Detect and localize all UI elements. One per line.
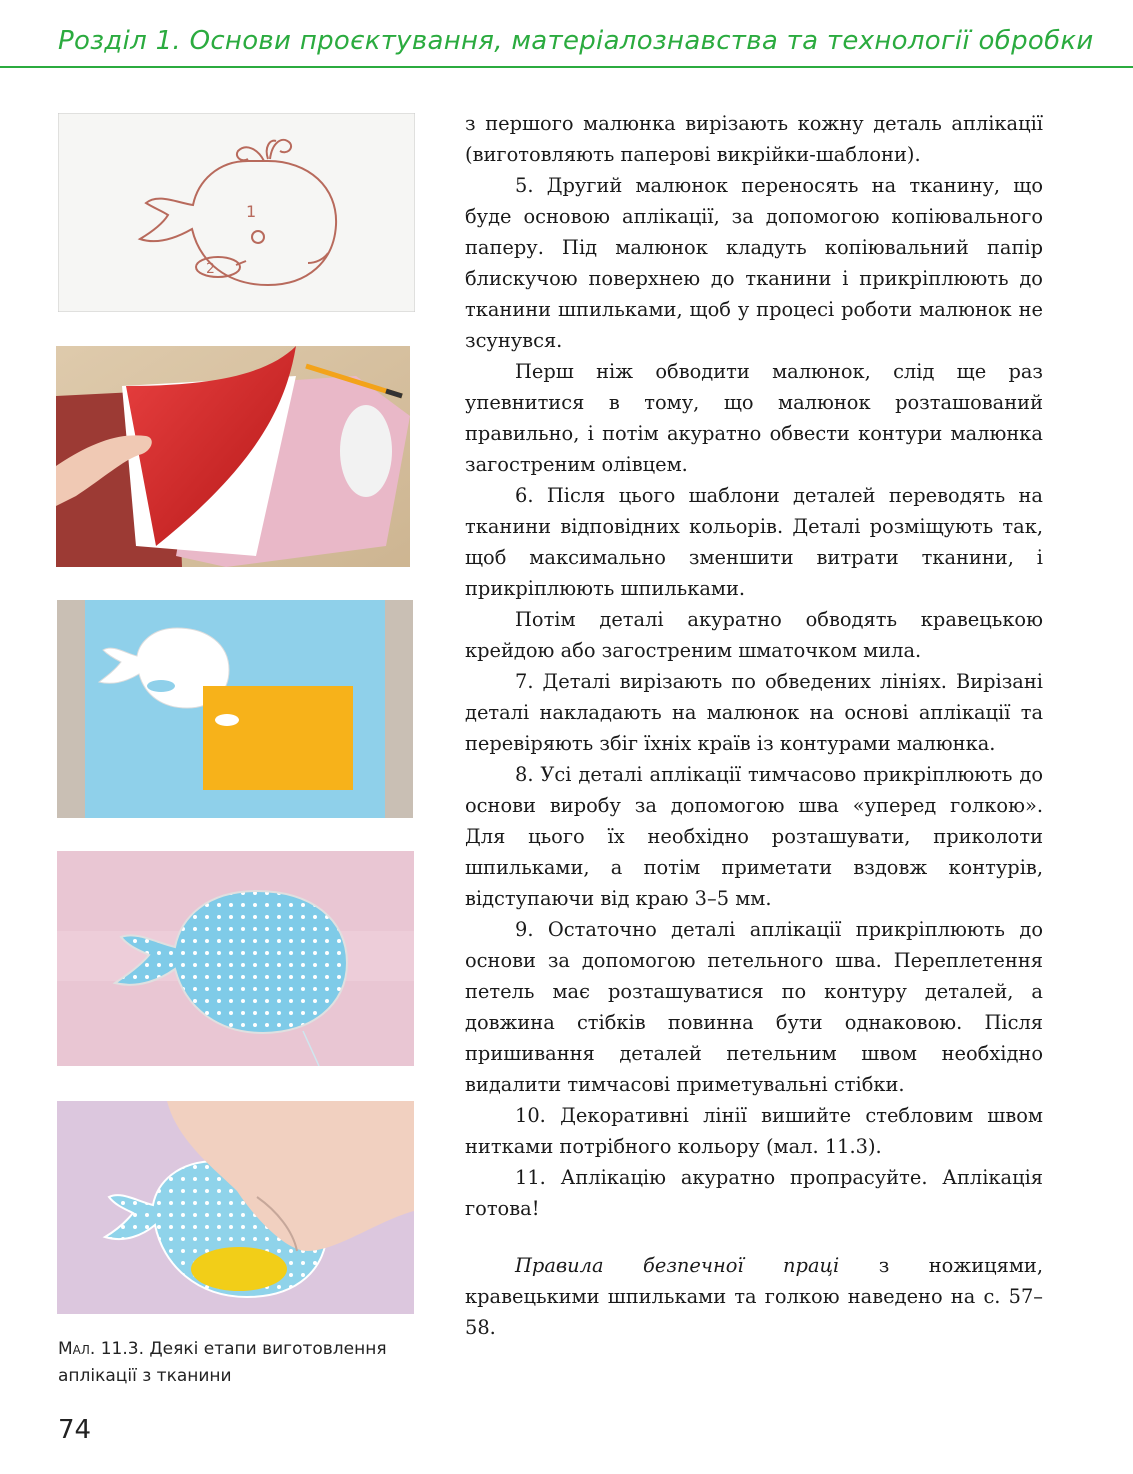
fabric-whale-illustration — [57, 851, 414, 1066]
photo-hand-stitching — [57, 1101, 414, 1314]
photo-copy-paper — [56, 346, 410, 567]
paragraph-check: Перш ніж обводити малюнок, слід ще раз упевнитися в тому, що малюнок розташований правильно, і потім акуратно обвести контури малюнка загостреним олівцем. — [465, 360, 1043, 476]
main-text — [465, 108, 1043, 1343]
paragraph-step-10: 10. Декоративні лінії вишийте стебловим швом нитками потрібного кольору (мал. 11.3). — [465, 1104, 1043, 1158]
caption-text: 11.3. Деякі етапи виготовлення аплікації з тканини — [58, 1339, 387, 1386]
sketch-label-1: 1 — [246, 202, 257, 221]
paragraph-step-6: 6. Після цього шаблони деталей переводять на тканини відповідних кольорів. Деталі розміщують так, щоб максимально зменшити витрати тканини, і прикріплюють шпильками. — [465, 484, 1043, 600]
hand-stitching-illustration — [57, 1101, 414, 1314]
safety-rules-italic: Правила безпечної праці — [515, 1254, 840, 1277]
sketch-label-2: 2 — [206, 261, 215, 277]
page-header — [0, 0, 1133, 72]
paragraph-trace: Потім деталі акуратно обводять кравецькою крейдою або загостреним шматочком мила. — [465, 608, 1043, 662]
photo-fabric-whale — [57, 851, 414, 1066]
safety-rules-rest: з ножицями, кравецькими шпильками та голкою наведено на с. 57–58. — [465, 1254, 1043, 1339]
paragraph-step-5: 5. Другий малюнок переносять на тканину, що буде основою аплікації, за допомогою копіювального паперу. Під малюнок кладуть копіювальний папір блискучою поверхнею до тканини і прикріплюють до тканини шпильками, щоб у процесі роботи малюнок не зсунувся. — [465, 174, 1043, 352]
paragraph-step-7: 7. Деталі вирізають по обведених лініях. Вирізані деталі накладають на малюнок на основі аплікації та перевіряють збіг їхніх країв із контурами малюнка. — [465, 670, 1043, 755]
paragraph-step-9: 9. Остаточно деталі аплікації прикріплюють до основи за допомогою петельного шва. Переплетення петель має розташуватися по контуру деталей, а довжина стібків повинна бути однаковою. Після пришивання деталей петельним швом необхідно видалити тимчасові приметувальні стібки. — [465, 918, 1043, 1096]
paragraph-1: з першого малюнка вирізають кожну деталь аплікації (виготовляють паперові викрійки-шаблони). — [465, 112, 1043, 166]
paragraph-safety — [465, 1250, 1043, 1343]
paragraph-step-8: 8. Усі деталі аплікації тимчасово прикріплюють до основи виробу за допомогою шва «уперед голкою». Для цього їх необхідно розташувати, приколоти шпильками, а потім приметати вздовж контурів, відступаючи від краю 3–5 мм. — [465, 763, 1043, 910]
page-number: 74 — [58, 1415, 92, 1445]
copy-paper-illustration — [56, 346, 410, 567]
whale-sketch-illustration — [58, 113, 415, 312]
section-title: Розділ 1. Основи проєктування, матеріалознавства та технології обробки — [58, 26, 1094, 56]
header-rule — [0, 66, 1133, 68]
figure-caption — [58, 1336, 428, 1390]
photo-whale-sketch — [58, 113, 415, 312]
caption-prefix: Мал. — [58, 1339, 96, 1359]
photo-template-on-fabric — [57, 600, 413, 818]
paragraph-step-11: 11. Аплікацію акуратно пропрасуйте. Аплікація готова! — [465, 1166, 1043, 1220]
template-on-fabric-illustration — [57, 600, 413, 818]
